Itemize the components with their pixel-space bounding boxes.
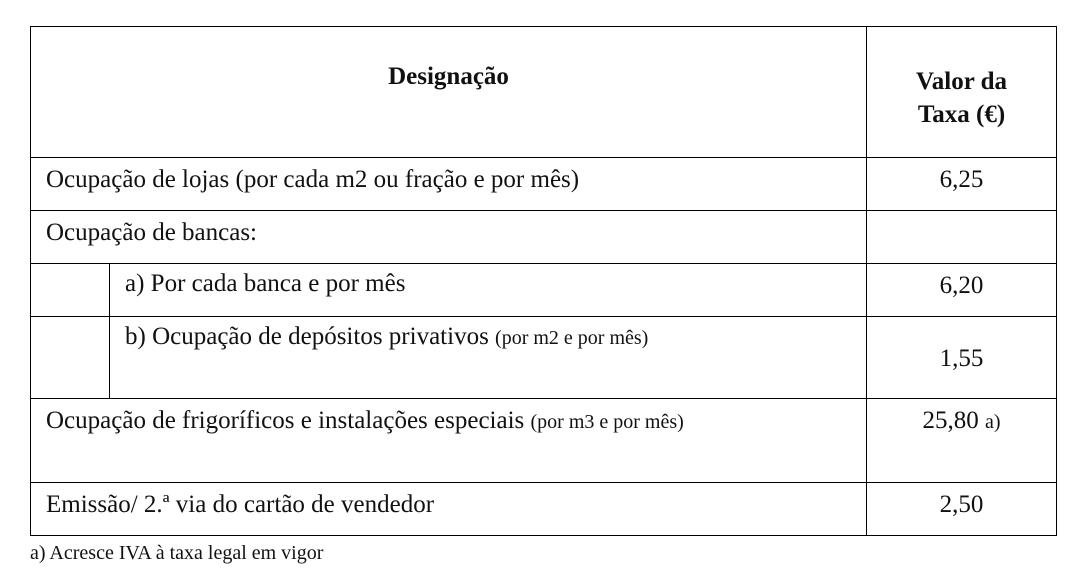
row-value-note: a) [984,411,1001,433]
table-row [31,264,1057,317]
table-row [31,399,1057,483]
table-row [31,211,1057,264]
indent-cell [31,317,110,399]
row-label-group [110,317,867,399]
designation-header: Designação [31,27,867,158]
row-label-group [31,399,867,483]
row-label: a) Por cada banca e por mês [110,264,867,317]
row-label: Ocupação de lojas (por cada m2 ou fração e por mês) [31,158,867,211]
value-header [867,27,1057,158]
row-label: b) Ocupação de depósitos privativos [125,323,489,350]
footnote: a) Acresce IVA à taxa legal em vigor [30,542,324,564]
table-row [31,483,1057,536]
value-header-line1: Valor da [916,68,1008,95]
row-value: 6,20 [867,264,1057,317]
value-header-line2: Taxa (€) [917,101,1006,128]
row-label-note: (por m3 e por mês) [530,411,684,433]
table-row [31,158,1057,211]
row-label: Ocupação de frigoríficos e instalações especiais [46,407,525,434]
row-value: 2,50 [867,483,1057,536]
row-label-note: (por m2 e por mês) [495,327,649,349]
table-row [31,317,1057,399]
fee-table [30,26,1057,536]
row-label: Ocupação de bancas: [31,211,867,264]
row-label: Emissão/ 2.ª via do cartão de vendedor [31,483,867,536]
row-value: 1,55 [867,317,1057,399]
row-value: 6,25 [867,158,1057,211]
row-value: 25,80 [922,407,979,434]
row-value [867,211,1057,264]
row-value-group [867,399,1057,483]
indent-cell [31,264,110,317]
table-header-row [31,27,1057,158]
